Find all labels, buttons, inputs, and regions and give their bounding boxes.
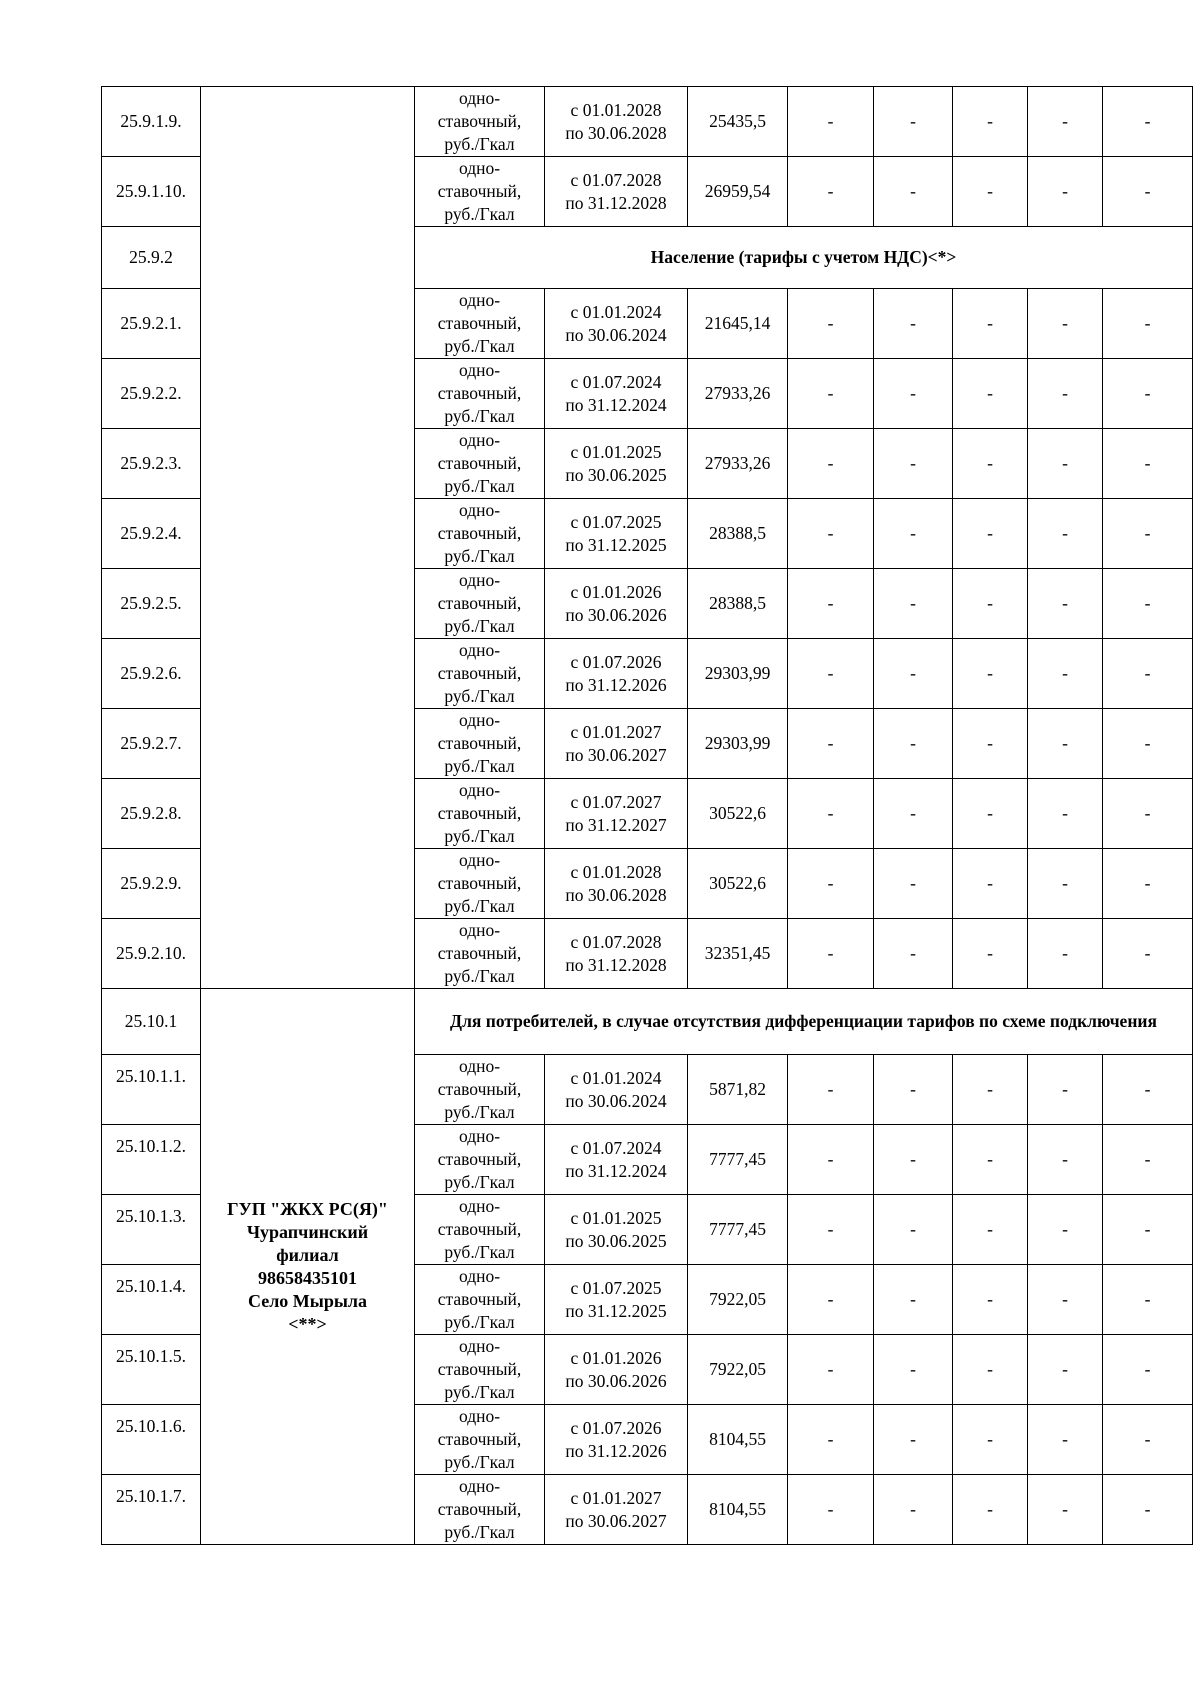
rate-type-line1: одно- xyxy=(458,430,501,450)
period-to: по 31.12.2025 xyxy=(565,534,667,555)
empty-cell-dash: - xyxy=(1028,709,1103,779)
rate-type-line1: одно- xyxy=(458,710,501,730)
empty-cell-dash: - xyxy=(1028,359,1103,429)
rate-type-line3: руб./Гкал xyxy=(444,756,515,776)
empty-cell-dash: - xyxy=(1028,1335,1103,1405)
period-from: с 01.01.2025 xyxy=(570,441,662,462)
empty-cell-dash: - xyxy=(874,1195,953,1265)
period xyxy=(545,429,688,499)
period-to: по 30.06.2025 xyxy=(565,1230,667,1251)
rate-type-line2: ставочный, xyxy=(437,383,522,403)
section-header-row xyxy=(102,989,1193,1055)
empty-cell-dash: - xyxy=(953,359,1028,429)
period xyxy=(545,359,688,429)
period-to: по 30.06.2028 xyxy=(565,122,667,143)
rate-type-line2: ставочный, xyxy=(437,663,522,683)
empty-cell-dash: - xyxy=(1103,709,1193,779)
empty-cell-dash: - xyxy=(874,289,953,359)
empty-cell-dash: - xyxy=(1103,1475,1193,1545)
rate-type-line3: руб./Гкал xyxy=(444,826,515,846)
rate-type-line1: одно- xyxy=(458,850,501,870)
rate-type xyxy=(415,919,545,989)
empty-cell-dash: - xyxy=(1028,569,1103,639)
rate-type xyxy=(415,709,545,779)
row-code: 25.9.2.4. xyxy=(102,499,201,569)
rate-type-line3: руб./Гкал xyxy=(444,1522,515,1542)
row-code: 25.10.1.6. xyxy=(102,1405,201,1475)
empty-cell-dash: - xyxy=(1028,639,1103,709)
empty-cell-dash: - xyxy=(1028,1405,1103,1475)
rate-type xyxy=(415,1125,545,1195)
rate-type-line2: ставочный, xyxy=(437,181,522,201)
period xyxy=(545,1405,688,1475)
rate-type xyxy=(415,569,545,639)
tariff-value: 26959,54 xyxy=(688,157,788,227)
rate-type-line3: руб./Гкал xyxy=(444,1382,515,1402)
rate-type-line1: одно- xyxy=(458,360,501,380)
period xyxy=(545,639,688,709)
rate-type-line1: одно- xyxy=(458,570,501,590)
empty-cell-dash: - xyxy=(1103,1265,1193,1335)
org-name: ГУП "ЖКХ РС(Я)" xyxy=(227,1198,388,1219)
period xyxy=(545,1335,688,1405)
empty-cell-dash: - xyxy=(874,919,953,989)
rate-type xyxy=(415,87,545,157)
rate-type-line1: одно- xyxy=(458,920,501,940)
period-from: с 01.01.2028 xyxy=(570,99,662,120)
rate-type xyxy=(415,639,545,709)
empty-cell-dash: - xyxy=(788,1475,874,1545)
section-title: Население (тарифы с учетом НДС)<*> xyxy=(415,227,1193,289)
rate-type-line1: одно- xyxy=(458,88,501,108)
row-code: 25.9.2.3. xyxy=(102,429,201,499)
row-code: 25.9.1.10. xyxy=(102,157,201,227)
period-from: с 01.01.2027 xyxy=(570,1487,662,1508)
org-inn: 98658435101 xyxy=(258,1267,357,1288)
rate-type-line1: одно- xyxy=(458,1126,501,1146)
period-from: с 01.01.2028 xyxy=(570,861,662,882)
tariff-value: 29303,99 xyxy=(688,709,788,779)
row-code: 25.9.2.7. xyxy=(102,709,201,779)
rate-type xyxy=(415,779,545,849)
period-from: с 01.07.2024 xyxy=(570,1137,662,1158)
empty-cell-dash: - xyxy=(788,289,874,359)
empty-cell-dash: - xyxy=(788,779,874,849)
empty-cell-dash: - xyxy=(788,429,874,499)
empty-cell-dash: - xyxy=(953,429,1028,499)
rate-type xyxy=(415,1475,545,1545)
empty-cell-dash: - xyxy=(874,87,953,157)
empty-cell-dash: - xyxy=(1103,1125,1193,1195)
rate-type-line3: руб./Гкал xyxy=(444,134,515,154)
rate-type-line3: руб./Гкал xyxy=(444,686,515,706)
period xyxy=(545,289,688,359)
empty-cell-dash: - xyxy=(1103,1195,1193,1265)
tariff-value: 25435,5 xyxy=(688,87,788,157)
row-code: 25.10.1.7. xyxy=(102,1475,201,1545)
row-code: 25.10.1.4. xyxy=(102,1265,201,1335)
empty-cell-dash: - xyxy=(1028,87,1103,157)
period-to: по 30.06.2027 xyxy=(565,1510,667,1531)
rate-type xyxy=(415,849,545,919)
rate-type-line3: руб./Гкал xyxy=(444,336,515,356)
period-to: по 31.12.2025 xyxy=(565,1300,667,1321)
empty-cell-dash: - xyxy=(953,1335,1028,1405)
empty-cell-dash: - xyxy=(953,709,1028,779)
period-to: по 30.06.2027 xyxy=(565,744,667,765)
period xyxy=(545,709,688,779)
rate-type xyxy=(415,359,545,429)
tariff-value: 29303,99 xyxy=(688,639,788,709)
period xyxy=(545,1475,688,1545)
empty-cell-dash: - xyxy=(953,157,1028,227)
row-code: 25.9.1.9. xyxy=(102,87,201,157)
rate-type-line3: руб./Гкал xyxy=(444,1242,515,1262)
empty-cell-dash: - xyxy=(1028,1125,1103,1195)
period-to: по 30.06.2025 xyxy=(565,464,667,485)
tariff-value: 5871,82 xyxy=(688,1055,788,1125)
rate-type-line2: ставочный, xyxy=(437,313,522,333)
rate-type-line1: одно- xyxy=(458,780,501,800)
period-to: по 31.12.2024 xyxy=(565,394,667,415)
period xyxy=(545,919,688,989)
tariff-value: 7777,45 xyxy=(688,1125,788,1195)
empty-cell-dash: - xyxy=(1028,919,1103,989)
tariff-value: 30522,6 xyxy=(688,779,788,849)
rate-type-line2: ставочный, xyxy=(437,1149,522,1169)
rate-type xyxy=(415,1405,545,1475)
empty-cell-dash: - xyxy=(953,87,1028,157)
empty-cell-dash: - xyxy=(788,359,874,429)
section-code: 25.9.2 xyxy=(102,227,201,289)
rate-type xyxy=(415,1055,545,1125)
period-to: по 31.12.2027 xyxy=(565,814,667,835)
tariff-value: 28388,5 xyxy=(688,569,788,639)
empty-cell-dash: - xyxy=(1103,289,1193,359)
rate-type-line3: руб./Гкал xyxy=(444,204,515,224)
rate-type xyxy=(415,289,545,359)
tariff-value: 27933,26 xyxy=(688,429,788,499)
empty-cell-dash: - xyxy=(788,1265,874,1335)
empty-cell-dash: - xyxy=(788,569,874,639)
tariff-value: 8104,55 xyxy=(688,1405,788,1475)
empty-cell-dash: - xyxy=(874,1055,953,1125)
row-code: 25.9.2.2. xyxy=(102,359,201,429)
rate-type-line3: руб./Гкал xyxy=(444,546,515,566)
rate-type-line2: ставочный, xyxy=(437,523,522,543)
rate-type-line2: ставочный, xyxy=(437,733,522,753)
empty-cell-dash: - xyxy=(953,919,1028,989)
empty-cell-dash: - xyxy=(1103,569,1193,639)
empty-cell-dash: - xyxy=(874,569,953,639)
empty-cell-dash: - xyxy=(1103,359,1193,429)
period xyxy=(545,499,688,569)
empty-cell-dash: - xyxy=(874,429,953,499)
rate-type-line3: руб./Гкал xyxy=(444,896,515,916)
period-to: по 31.12.2026 xyxy=(565,674,667,695)
empty-cell-dash: - xyxy=(788,919,874,989)
rate-type xyxy=(415,429,545,499)
empty-cell-dash: - xyxy=(1028,1195,1103,1265)
row-code: 25.9.2.1. xyxy=(102,289,201,359)
empty-cell-dash: - xyxy=(874,1265,953,1335)
empty-cell-dash: - xyxy=(953,569,1028,639)
empty-cell-dash: - xyxy=(1103,919,1193,989)
period-from: с 01.01.2027 xyxy=(570,721,662,742)
empty-cell-dash: - xyxy=(1103,779,1193,849)
empty-cell-dash: - xyxy=(1028,1055,1103,1125)
empty-cell-dash: - xyxy=(788,639,874,709)
rate-type-line3: руб./Гкал xyxy=(444,1102,515,1122)
empty-cell-dash: - xyxy=(788,1125,874,1195)
period-from: с 01.07.2025 xyxy=(570,511,662,532)
rate-type-line2: ставочный, xyxy=(437,453,522,473)
period-from: с 01.01.2026 xyxy=(570,581,662,602)
section-code: 25.10.1 xyxy=(102,989,201,1055)
rate-type-line3: руб./Гкал xyxy=(444,616,515,636)
empty-cell-dash: - xyxy=(874,499,953,569)
empty-cell-dash: - xyxy=(1103,429,1193,499)
tariff-value: 32351,45 xyxy=(688,919,788,989)
rate-type-line1: одно- xyxy=(458,158,501,178)
rate-type-line2: ставочный, xyxy=(437,1219,522,1239)
row-code: 25.10.1.1. xyxy=(102,1055,201,1125)
empty-cell-dash: - xyxy=(788,709,874,779)
rate-type-line1: одно- xyxy=(458,1476,501,1496)
empty-cell-dash: - xyxy=(953,849,1028,919)
empty-cell-dash: - xyxy=(788,1405,874,1475)
empty-cell-dash: - xyxy=(953,1125,1028,1195)
rate-type-line3: руб./Гкал xyxy=(444,966,515,986)
tariff-value: 7922,05 xyxy=(688,1265,788,1335)
rate-type-line2: ставочный, xyxy=(437,593,522,613)
period-to: по 30.06.2026 xyxy=(565,604,667,625)
rate-type-line1: одно- xyxy=(458,1196,501,1216)
empty-cell-dash: - xyxy=(1103,1335,1193,1405)
tariff-value: 21645,14 xyxy=(688,289,788,359)
empty-cell-dash: - xyxy=(1103,87,1193,157)
period-to: по 31.12.2028 xyxy=(565,192,667,213)
rate-type xyxy=(415,157,545,227)
rate-type-line1: одно- xyxy=(458,500,501,520)
tariff-value: 28388,5 xyxy=(688,499,788,569)
period-from: с 01.07.2026 xyxy=(570,1417,662,1438)
period-from: с 01.07.2027 xyxy=(570,791,662,812)
tariff-value: 8104,55 xyxy=(688,1475,788,1545)
rate-type-line1: одно- xyxy=(458,1336,501,1356)
row-code: 25.9.2.8. xyxy=(102,779,201,849)
rate-type xyxy=(415,1195,545,1265)
period-from: с 01.07.2024 xyxy=(570,371,662,392)
empty-cell-dash: - xyxy=(788,1055,874,1125)
empty-cell-dash: - xyxy=(1103,157,1193,227)
empty-cell-dash: - xyxy=(874,359,953,429)
tariff-value: 30522,6 xyxy=(688,849,788,919)
empty-cell-dash: - xyxy=(788,499,874,569)
period-from: с 01.01.2025 xyxy=(570,1207,662,1228)
period xyxy=(545,157,688,227)
period-to: по 31.12.2026 xyxy=(565,1440,667,1461)
empty-cell-dash: - xyxy=(788,1195,874,1265)
rate-type-line1: одно- xyxy=(458,640,501,660)
tariff-value: 27933,26 xyxy=(688,359,788,429)
period-to: по 30.06.2024 xyxy=(565,324,667,345)
org-note: <**> xyxy=(288,1313,327,1334)
period-to: по 30.06.2026 xyxy=(565,1370,667,1391)
empty-cell-dash: - xyxy=(874,639,953,709)
rate-type-line1: одно- xyxy=(458,1266,501,1286)
period-from: с 01.01.2026 xyxy=(570,1347,662,1368)
empty-cell-dash: - xyxy=(1028,289,1103,359)
period xyxy=(545,849,688,919)
period-from: с 01.01.2024 xyxy=(570,301,662,322)
org-branch-line1: Чурапчинский xyxy=(246,1221,369,1242)
tariff-value: 7777,45 xyxy=(688,1195,788,1265)
rate-type-line2: ставочный, xyxy=(437,943,522,963)
empty-cell-dash: - xyxy=(1028,849,1103,919)
empty-cell-dash: - xyxy=(874,1335,953,1405)
rate-type-line3: руб./Гкал xyxy=(444,1452,515,1472)
rate-type-line1: одно- xyxy=(458,290,501,310)
period xyxy=(545,87,688,157)
empty-cell-dash: - xyxy=(1103,1405,1193,1475)
rate-type-line3: руб./Гкал xyxy=(444,406,515,426)
rate-type-line2: ставочный, xyxy=(437,1289,522,1309)
tariff-table xyxy=(101,86,1193,1545)
row-code: 25.9.2.9. xyxy=(102,849,201,919)
empty-cell-dash: - xyxy=(874,709,953,779)
rate-type-line3: руб./Гкал xyxy=(444,476,515,496)
empty-cell-dash: - xyxy=(953,1405,1028,1475)
period-from: с 01.07.2028 xyxy=(570,169,662,190)
organization-cell xyxy=(201,989,415,1545)
empty-cell-dash: - xyxy=(874,1125,953,1195)
period xyxy=(545,1125,688,1195)
empty-cell-dash: - xyxy=(1103,849,1193,919)
empty-cell-dash: - xyxy=(953,1195,1028,1265)
rate-type-line2: ставочный, xyxy=(437,873,522,893)
empty-cell-dash: - xyxy=(1028,429,1103,499)
rate-type-line3: руб./Гкал xyxy=(444,1312,515,1332)
empty-cell-dash: - xyxy=(953,1475,1028,1545)
period xyxy=(545,779,688,849)
rate-type xyxy=(415,499,545,569)
row-code: 25.10.1.2. xyxy=(102,1125,201,1195)
period-to: по 30.06.2024 xyxy=(565,1090,667,1111)
rate-type xyxy=(415,1265,545,1335)
row-code: 25.9.2.10. xyxy=(102,919,201,989)
empty-cell-dash: - xyxy=(953,1265,1028,1335)
empty-cell-dash: - xyxy=(874,157,953,227)
period xyxy=(545,1055,688,1125)
empty-cell-dash: - xyxy=(1028,779,1103,849)
organization-cell-continued xyxy=(201,87,415,989)
empty-cell-dash: - xyxy=(788,849,874,919)
empty-cell-dash: - xyxy=(1103,639,1193,709)
rate-type-line3: руб./Гкал xyxy=(444,1172,515,1192)
org-branch-line2: филиал xyxy=(276,1244,339,1265)
rate-type-line2: ставочный, xyxy=(437,1499,522,1519)
empty-cell-dash: - xyxy=(953,289,1028,359)
period xyxy=(545,1265,688,1335)
empty-cell-dash: - xyxy=(953,1055,1028,1125)
rate-type-line1: одно- xyxy=(458,1056,501,1076)
rate-type-line1: одно- xyxy=(458,1406,501,1426)
tariff-value: 7922,05 xyxy=(688,1335,788,1405)
rate-type-line2: ставочный, xyxy=(437,1359,522,1379)
period-to: по 31.12.2024 xyxy=(565,1160,667,1181)
rate-type-line2: ставочный, xyxy=(437,1079,522,1099)
section-title: Для потребителей, в случае отсутствия дифференциации тарифов по схеме подключения xyxy=(415,989,1193,1055)
period-from: с 01.07.2025 xyxy=(570,1277,662,1298)
period-to: по 30.06.2028 xyxy=(565,884,667,905)
empty-cell-dash: - xyxy=(1028,1265,1103,1335)
empty-cell-dash: - xyxy=(788,87,874,157)
period-from: с 01.07.2026 xyxy=(570,651,662,672)
empty-cell-dash: - xyxy=(788,157,874,227)
period xyxy=(545,1195,688,1265)
empty-cell-dash: - xyxy=(874,1475,953,1545)
rate-type-line2: ставочный, xyxy=(437,803,522,823)
empty-cell-dash: - xyxy=(874,849,953,919)
period-from: с 01.07.2028 xyxy=(570,931,662,952)
empty-cell-dash: - xyxy=(953,499,1028,569)
tariff-table-body xyxy=(102,87,1193,1545)
row-code: 25.10.1.3. xyxy=(102,1195,201,1265)
period-from: с 01.01.2024 xyxy=(570,1067,662,1088)
empty-cell-dash: - xyxy=(1103,1055,1193,1125)
row-code: 25.10.1.5. xyxy=(102,1335,201,1405)
table-row xyxy=(102,87,1193,157)
empty-cell-dash: - xyxy=(953,779,1028,849)
period-to: по 31.12.2028 xyxy=(565,954,667,975)
row-code: 25.9.2.6. xyxy=(102,639,201,709)
empty-cell-dash: - xyxy=(874,1405,953,1475)
period xyxy=(545,569,688,639)
empty-cell-dash: - xyxy=(874,779,953,849)
rate-type-line2: ставочный, xyxy=(437,111,522,131)
empty-cell-dash: - xyxy=(953,639,1028,709)
org-settlement: Село Мырыла xyxy=(247,1290,367,1311)
empty-cell-dash: - xyxy=(1103,499,1193,569)
empty-cell-dash: - xyxy=(1028,499,1103,569)
row-code: 25.9.2.5. xyxy=(102,569,201,639)
rate-type-line2: ставочный, xyxy=(437,1429,522,1449)
empty-cell-dash: - xyxy=(788,1335,874,1405)
empty-cell-dash: - xyxy=(1028,1475,1103,1545)
empty-cell-dash: - xyxy=(1028,157,1103,227)
rate-type xyxy=(415,1335,545,1405)
